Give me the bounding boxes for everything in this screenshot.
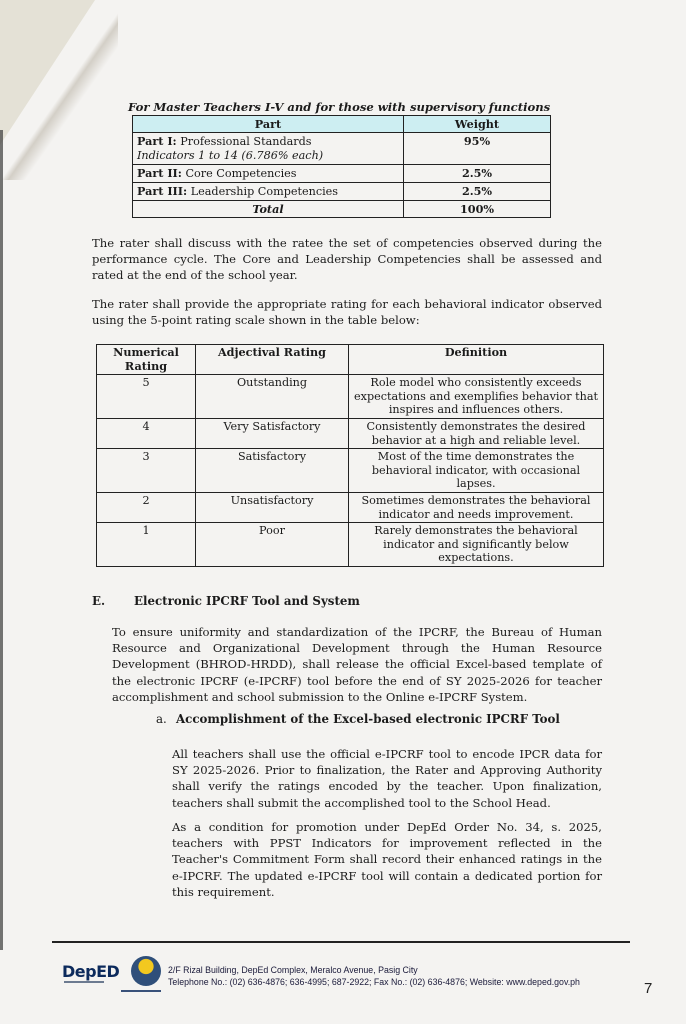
definition: Sometimes demonstrates the behavioral indicator and needs improvement. — [349, 492, 604, 522]
adjectival-rating: Poor — [196, 523, 349, 567]
bagong-pilipinas-logo — [131, 956, 161, 986]
paragraph-competencies: The rater shall discuss with the ratee the set of competencies observed during the performance cycle. The Core and Leadership Competencies shall be assessed and rated at the end of the school year. — [92, 236, 602, 283]
table-row — [97, 523, 604, 567]
part-sublabel: Indicators 1 to 14 (6.786% each) — [137, 149, 324, 162]
footer-divider — [52, 941, 630, 943]
rating-scale-table — [96, 344, 604, 567]
table-header-row — [97, 345, 604, 375]
subsection-letter: a. — [156, 712, 167, 726]
weights-table-caption: For Master Teachers I-V and for those with supervisory functions — [128, 100, 551, 114]
part-label: Core Competencies — [181, 167, 297, 180]
numerical-rating: 4 — [97, 418, 196, 448]
header-adjectival-rating: Adjectival Rating — [196, 345, 349, 375]
part-cell — [133, 183, 404, 201]
section-e-heading — [92, 594, 360, 608]
deped-logo: DepED — [62, 962, 120, 981]
fold-shadow — [0, 0, 118, 180]
numerical-rating: 1 — [97, 523, 196, 567]
part-cell — [133, 165, 404, 183]
adjectival-rating: Very Satisfactory — [196, 418, 349, 448]
definition: Role model who consistently exceeds expectations and exemplifies behavior that inspires and influences others. — [349, 375, 604, 419]
header-part: Part — [133, 116, 404, 133]
bagong-pilipinas-label — [121, 990, 161, 992]
definition: Consistently demonstrates the desired behavior at a high and reliable level. — [349, 418, 604, 448]
table-row — [97, 418, 604, 448]
total-label: Total — [133, 201, 404, 218]
part-label-bold: Part I: — [137, 134, 177, 148]
numerical-rating: 5 — [97, 375, 196, 419]
paragraph-rating-scale: The rater shall provide the appropriate rating for each behavioral indicator observed using the 5-point rating scale shown in the table below: — [92, 297, 602, 328]
header-numerical-rating: Numerical Rating — [97, 345, 196, 375]
footer-phone-website: Telephone No.: (02) 636-4876; 636-4995; 687-2922; Fax No.: (02) 636-4876; Website: www.deped.gov.ph — [168, 977, 580, 987]
table-row — [133, 133, 551, 165]
part-label-bold: Part II: — [137, 166, 182, 180]
adjectival-rating: Outstanding — [196, 375, 349, 419]
table-row — [97, 449, 604, 493]
page-edge — [0, 130, 3, 950]
subsection-a-paragraph-1: All teachers shall use the official e-IPCRF tool to encode IPCR data for SY 2025-2026. Prior to finalization, the Rater and Approving Authority shall verify the ratings encoded by the teacher. Upon finalization, teachers shall submit the accomplished tool to the School Head. — [172, 747, 602, 810]
footer-address: 2/F Rizal Building, DepEd Complex, Meralco Avenue, Pasig City — [168, 965, 418, 975]
total-value: 100% — [404, 201, 551, 218]
page-number: 7 — [644, 980, 653, 997]
subsection-a-paragraph-2: As a condition for promotion under DepEd Order No. 34, s. 2025, teachers with PPST Indicators for improvement reflected in the Teacher's Commitment Form shall record their enhanced ratings in the e-IPCRF. The updated e-IPCRF tool will contain a dedicated portion for this requirement. — [172, 820, 602, 899]
part-cell — [133, 133, 404, 165]
numerical-rating: 2 — [97, 492, 196, 522]
total-row — [133, 201, 551, 218]
weights-table — [132, 115, 551, 218]
table-row — [133, 165, 551, 183]
table-header-row — [133, 116, 551, 133]
table-row — [133, 183, 551, 201]
definition: Most of the time demonstrates the behavioral indicator, with occasional lapses. — [349, 449, 604, 493]
deped-logo-tagline — [64, 981, 104, 983]
part-label: Professional Standards — [176, 135, 312, 148]
adjectival-rating: Unsatisfactory — [196, 492, 349, 522]
adjectival-rating: Satisfactory — [196, 449, 349, 493]
table-row — [97, 375, 604, 419]
subsection-a-heading — [156, 712, 560, 726]
table-row — [97, 492, 604, 522]
part-label: Leadership Competencies — [187, 185, 339, 198]
subsection-title: Accomplishment of the Excel-based electronic IPCRF Tool — [176, 712, 560, 726]
part-label-bold: Part III: — [137, 184, 188, 198]
section-e-body: To ensure uniformity and standardization of the IPCRF, the Bureau of Human Resource and Organizational Development through the Human Resource Development (BHROD-HRDD), shall release the official Excel-based template of the electronic IPCRF (e-IPCRF) tool before the end of SY 2025-2026 for teacher accomplishment and school submission to the Online e-IPCRF System. — [112, 625, 602, 704]
section-title: Electronic IPCRF Tool and System — [134, 594, 360, 608]
definition: Rarely demonstrates the behavioral indicator and significantly below expectations. — [349, 523, 604, 567]
header-weight: Weight — [404, 116, 551, 133]
weight-cell: 95% — [404, 133, 551, 165]
footer-contact — [168, 964, 580, 988]
header-definition: Definition — [349, 345, 604, 375]
weight-cell: 2.5% — [404, 183, 551, 201]
section-letter: E. — [92, 594, 106, 608]
numerical-rating: 3 — [97, 449, 196, 493]
weight-cell: 2.5% — [404, 165, 551, 183]
